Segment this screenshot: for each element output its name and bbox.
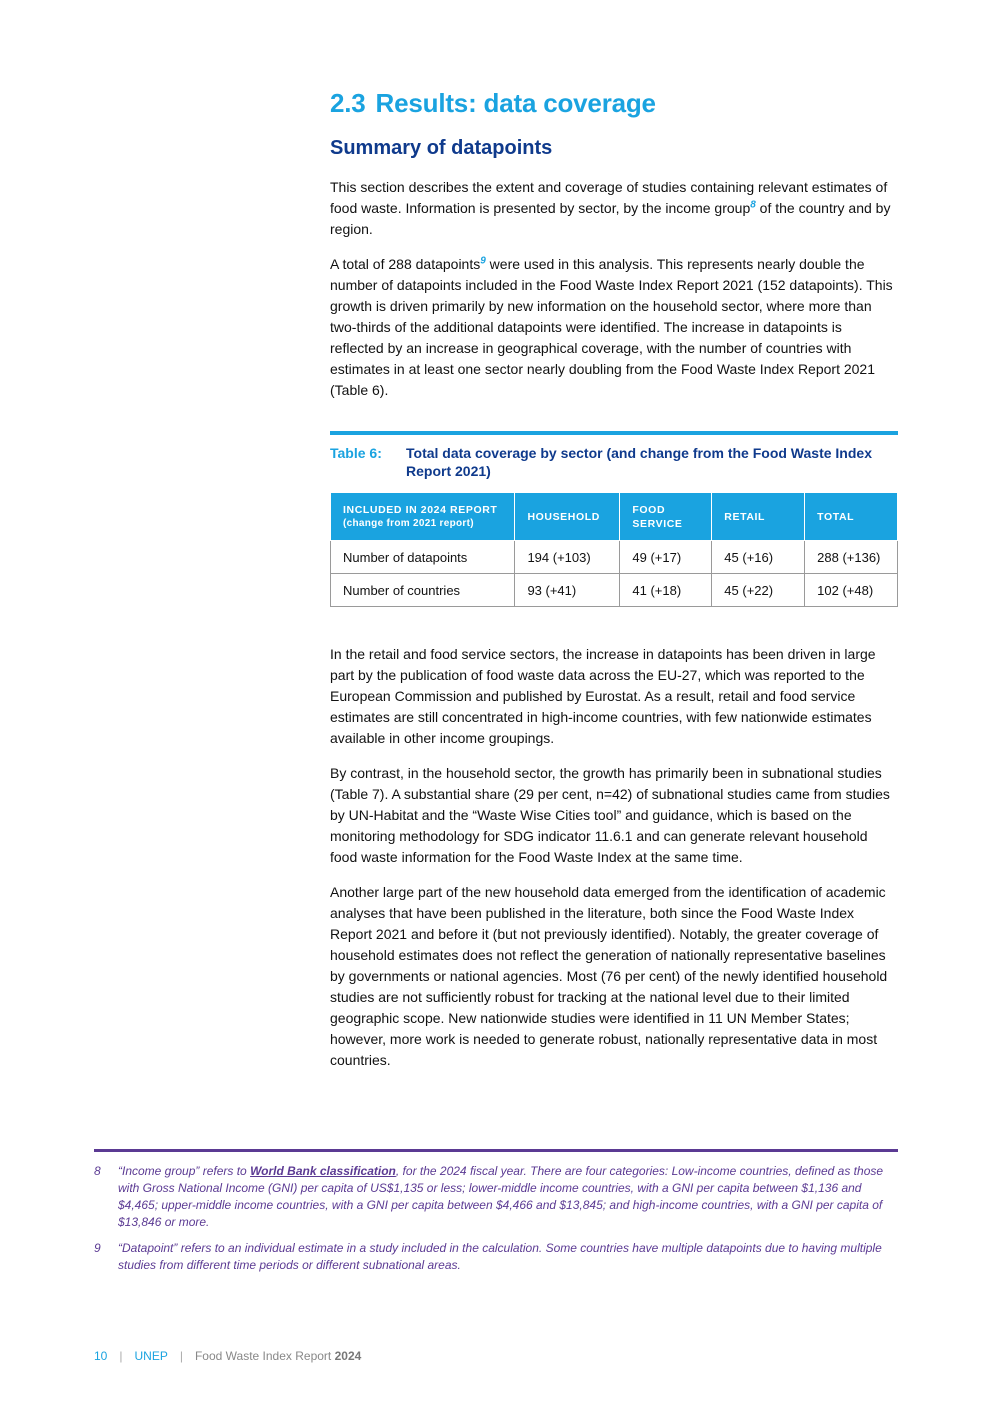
footnote-text-post: , for the 2024 fiscal year. There are four categories: Low-income countries, defined as those with Gross National Income (GNI) per capita of US$1,135 or less; lower-middle income countries, with a GNI per capita between $1,136 and $4,465; upper-middle income countries, with a GNI per capita between $4,466 and $13,845; and high-income countries, with a GNI per capita of $13,846 or more. [118, 1164, 884, 1229]
footer-org: UNEP [134, 1349, 168, 1363]
footnote-ref-9[interactable]: 9 [480, 255, 486, 267]
table-label: Table 6: [330, 445, 382, 461]
footer-separator: | [179, 1349, 183, 1363]
footer-report-title: Food Waste Index Report [194, 1349, 332, 1363]
table-cell: 93 (+41) [515, 574, 620, 607]
table-cell: 49 (+17) [620, 541, 712, 574]
table-cell: 288 (+136) [805, 541, 898, 574]
table-row [331, 574, 898, 607]
table-cell: 45 (+22) [712, 574, 805, 607]
table-caption-text: Total data coverage by sector (and change from the Food Waste Index Report 2021) [406, 445, 872, 479]
header-included-sublabel: (change from 2021 report) [343, 517, 474, 529]
table-cell: 102 (+48) [805, 574, 898, 607]
footnote-number: 9 [94, 1241, 101, 1255]
page-number: 10 [94, 1349, 108, 1363]
subsection-title: Summary of datapoints [330, 137, 553, 159]
paragraph-intro-text-b: of the country and by region. [330, 200, 891, 237]
section-number: 2.3 [330, 88, 366, 118]
data-coverage-table [330, 492, 898, 607]
table-top-rule [330, 431, 898, 435]
table-header-food-service: FOOD SERVICE [620, 493, 712, 541]
table-row [331, 541, 898, 574]
table-header-retail: RETAIL [712, 493, 805, 541]
table-header-household: HOUSEHOLD [515, 493, 620, 541]
section-title [330, 88, 656, 119]
footnotes-rule [94, 1149, 898, 1152]
paragraph-household: By contrast, in the household sector, the growth has primarily been in subnational studies (Table 7). A substantial share (29 per cent, n=42) of subnational studies came from studies by UN-Habitat and the “Waste Wise Cities tool” and guidance, which is based on the monitoring methodology for SDG indicator 11.6.1 and can generate relevant household food waste information for the Food Waste Index at the same time. [330, 765, 890, 865]
footer-year: 2024 [334, 1349, 362, 1363]
footnote-text [118, 1163, 896, 1231]
footer-separator: | [119, 1349, 123, 1363]
paragraph-retail: In the retail and food service sectors, the increase in datapoints has been driven in large part by the publication of food waste data across the EU-27, which was reported to the European Commission and published by Eurostat. As a result, retail and food service estimates are still concentrated in high-income countries, with few nationwide estimates available in other income groupings. [330, 646, 876, 746]
table-header-row [331, 493, 898, 541]
table-cell: Number of countries [331, 574, 515, 607]
footnote-ref-8[interactable]: 8 [750, 199, 756, 211]
footnote-text: “Datapoint” refers to an individual estimate in a study included in the calculation. Some countries have multiple datapoints due to having multiple studies from different time periods or different subnational areas. [118, 1241, 882, 1272]
page-footer [94, 1349, 361, 1363]
table-cell: 194 (+103) [515, 541, 620, 574]
table-cell: 45 (+16) [712, 541, 805, 574]
paragraph-academic: Another large part of the new household data emerged from the identification of academic analyses that have been published in the literature, both since the Food Waste Index Report 2021 and before it (but not previously identified). Notably, the greater coverage of household estimates does not reflect the generation of nationally representative baselines by governments or national agencies. Most (76 per cent) of the newly identified household studies are not sufficiently robust for tracking at the national level due to their limited geographic scope. New nationwide studies were identified in 11 UN Member States; however, more work is needed to generate robust, nationally representative data in most countries. [330, 884, 888, 1068]
paragraph-intro [330, 177, 898, 240]
paragraph-intro-text-a: This section describes the extent and coverage of studies containing relevant estimates of food waste. Information is presented by sector, by the income group [330, 179, 888, 216]
footnote-text-pre: “Income group” refers to [118, 1164, 251, 1178]
table-header-included [331, 493, 515, 541]
table-cell: 41 (+18) [620, 574, 712, 607]
footnote-number: 8 [94, 1164, 101, 1178]
paragraph-total-text-b: were used in this analysis. This represents nearly double the number of datapoints included in the Food Waste Index Report 2021 (152 datapoints). This growth is driven primarily by new information on the household sector, where more than two-thirds of the additional datapoints were identified. The increase in datapoints is reflected by an increase in geographical coverage, with the number of countries with estimates in at least one sector nearly doubling from the Food Waste Index Report 2021 (Table 6). [330, 256, 893, 398]
table-cell: Number of datapoints [331, 541, 515, 574]
table-header-total: TOTAL [805, 493, 898, 541]
header-included-label: INCLUDED IN 2024 REPORT [343, 503, 498, 516]
paragraph-total [330, 254, 898, 401]
paragraph-total-text-a: A total of 288 datapoints [330, 256, 481, 272]
world-bank-classification-link[interactable]: World Bank classification [250, 1164, 396, 1178]
section-title-text: Results: data coverage [375, 88, 656, 118]
